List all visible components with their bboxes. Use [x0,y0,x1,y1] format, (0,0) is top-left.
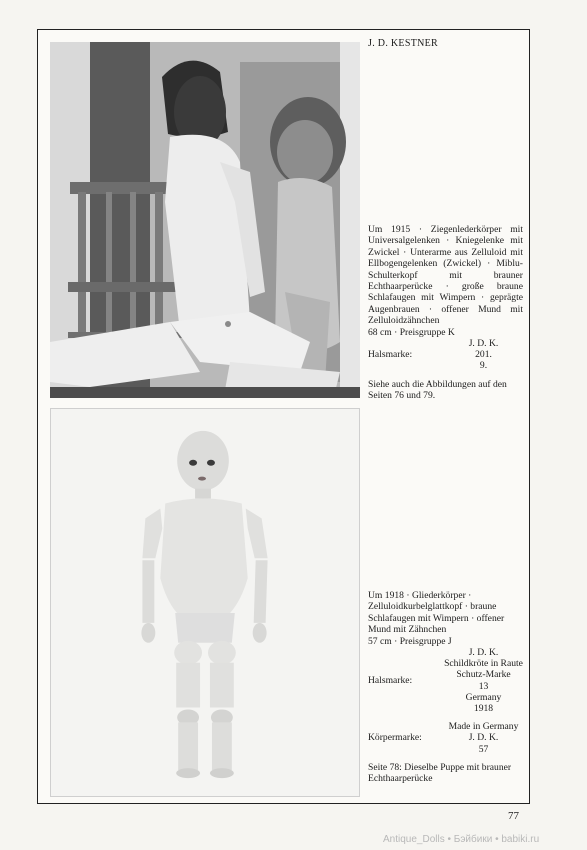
entry2-mark-line: 1918 [473,703,494,715]
photo-seated-doll-with-mirror [50,42,360,398]
entry2-body-line: J. D. K. [468,732,499,744]
page-frame [37,29,530,804]
entry1-mark-line: 9. [479,360,488,372]
photo-standing-jointed-doll [50,408,360,797]
entry2-body-line: Made in Germany [448,721,519,733]
entry2-description: Um 1918 · Gliederkörper · Zelluloidkurbelglattkopf · braune Schlafaugen mit Wimpern · offener Mund mit Zähnchen [368,590,505,636]
entry2-body-label: Körpermarke: [368,732,422,744]
entry2-mark-line: Germany [465,691,502,703]
entry1-text-block [368,224,523,401]
entry2-mark-line: Schildkröte in Raute [444,658,523,670]
entry2-mark-line: 13 [478,680,489,692]
entry2-mark-label: Halsmarke: [368,674,413,686]
watermark-text: Antique_Dolls • Бэйбики • babiki.ru [383,834,540,845]
entry2-mark-line: J. D. K. [468,647,499,659]
entry1-description: Um 1915 · Ziegenlederkörper mit Universalgelenken · Kniegelenke mit Zwickel · Unterarme aus Zelluloid mit Ellbogengelenken (Zwickel) · Miblu-Schulterkopf mit brauner Echthaarperücke · große braune Schlafaugen mit Wimpern · geprägte Augenbrauen · offener Mund mit Zelluloidzähnchen [368,224,523,327]
page-number: 77 [508,810,519,822]
entry1-mark-label: Halsmarke: [368,349,413,361]
header-maker: J. D. KESTNER [368,38,439,49]
entry2-text-block [368,590,523,785]
entry2-body-mark [368,721,523,755]
entry2-neck-mark [368,647,523,714]
entry1-mark-line: J. D. K. [468,338,499,350]
entry1-neck-mark [368,338,523,372]
entry2-size-price: 57 cm · Preisgruppe J [368,635,452,647]
entry2-body-line: 57 [478,743,489,755]
entry1-note: Siehe auch die Abbildungen auf den Seiten 76 und 79. [368,378,507,402]
entry1-mark-line: 201. [475,349,492,361]
entry2-note: Seite 78: Dieselbe Puppe mit brauner Echthaarperücke [368,761,512,785]
entry1-size-price: 68 cm · Preisgruppe K [368,326,455,338]
entry2-mark-line: Schutz-Marke [456,669,511,681]
